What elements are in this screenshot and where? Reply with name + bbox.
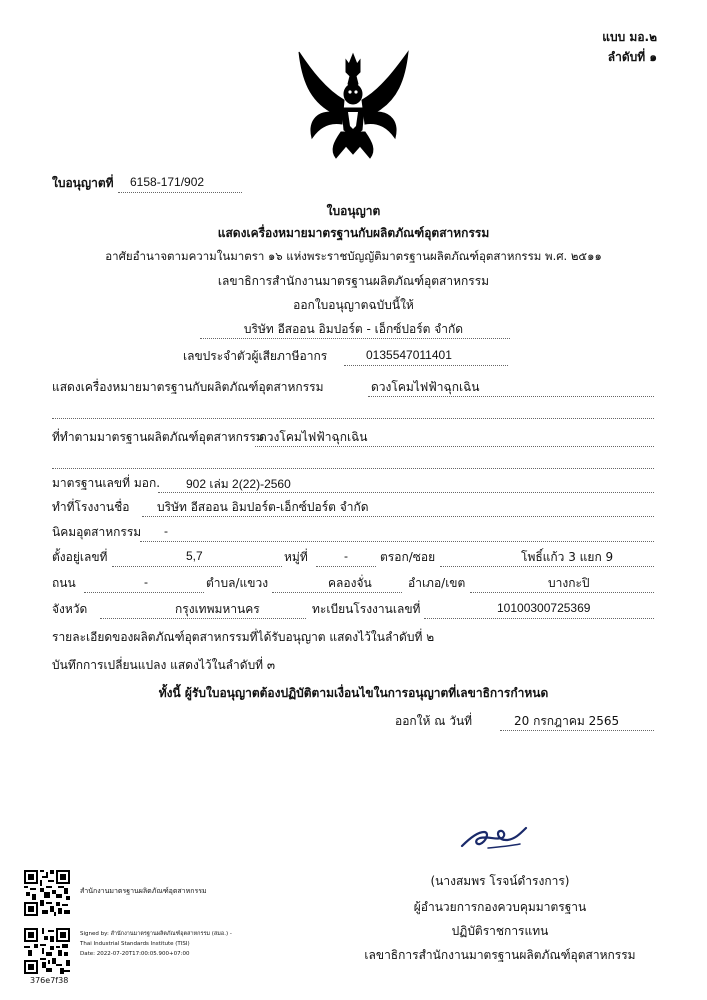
address-number-label: ตั้งอยู่เลขที่ [52,550,108,564]
subdistrict-label: ตำบล/แขวง [206,576,269,590]
license-condition: ทั้งนี้ ผู้รับใบอนุญาตต้องปฏิบัติตามเงื่อนไขในการอนุญาตที่เลขาธิการกำหนด [158,686,549,700]
industrial-estate-label: นิคมอุตสาหกรรม [52,525,142,539]
issue-statement: ออกใบอนุญาตฉบับนี้ให้ [293,298,414,312]
garuda-emblem-icon [296,50,411,160]
soi-value: โพธิ์แก้ว 3 แยก 9 [521,550,614,564]
product-standard-value: ดวงโคมไฟฟ้าฉุกเฉิน [259,430,368,444]
factory-name-label: ทำที่โรงงานชื่อ [52,500,130,514]
factory-registration-label: ทะเบียนโรงงานเลขที่ [312,602,421,616]
moo-label: หมู่ที่ [284,550,308,564]
province-value: กรุงเทพมหานคร [175,602,260,616]
signed-date-line: Date: 2022-07-20T17:00:05.900+07:00 [80,951,190,957]
road-label: ถนน [52,576,76,590]
digital-signature-qr-icon [24,928,70,974]
secretary-general-title: เลขาธิการสำนักงานมาตรฐานผลิตภัณฑ์อุตสาหกรรม [364,948,636,962]
tis-number-value: 902 เล่ม 2(22)-2560 [186,477,291,491]
secretary-title: เลขาธิการสำนักงานมาตรฐานผลิตภัณฑ์อุตสาหกรรม [217,274,490,288]
tax-id-value: 0135547011401 [366,348,452,362]
factory-name-value: บริษัท อีสออน อิมปอร์ต-เอ็กซ์ปอร์ต จำกัด [157,500,369,514]
qr-caption: สำนักงานมาตรฐานผลิตภัณฑ์อุตสาหกรรม [80,887,207,895]
standard-mark-label: แสดงเครื่องหมายมาตรฐานกับผลิตภัณฑ์อุตสาหกรรม [52,380,324,394]
company-name: บริษัท อีสออน อิมปอร์ต - เอ็กซ์ปอร์ต จำกัด [243,322,464,336]
order-number: ลำดับที่ ๑ [607,50,657,64]
license-number-value: 6158-171/902 [130,175,205,189]
license-number-label: ใบอนุญาตที่ [52,176,114,190]
signer-name: (นางสมพร โรจน์ดำรงการ) [430,874,570,888]
standard-mark-value: ดวงโคมไฟฟ้าฉุกเฉิน [371,380,480,394]
factory-registration-value: 10100300725369 [497,601,591,615]
province-label: จังหวัด [52,602,88,616]
tis-number-label: มาตรฐานเลขที่ มอก. [52,476,161,490]
signed-by-line: Signed by: สำนักงานมาตรฐานผลิตภัณฑ์อุตสาหกรรม (สมอ.) - [80,931,232,937]
acting-on-behalf: ปฏิบัติราชการแทน [451,924,549,938]
moo-value: - [344,549,348,563]
address-number-value: 5,7 [186,549,203,563]
signer-position: ผู้อำนวยการกองควบคุมมาตรฐาน [413,900,587,914]
form-code: แบบ มอ.๒ [602,30,657,44]
issue-date-label: ออกให้ ณ วันที่ [395,714,473,728]
signed-organization-line: Thai Industrial Standards Institute (TISI) [80,941,190,947]
product-standard-label: ที่ทำตามมาตรฐานผลิตภัณฑ์อุตสาหกรรม [52,430,264,444]
authority-statement: อาศัยอำนาจตามความในมาตรา ๑๖ แห่งพระราชบัญญัติมาตรฐานผลิตภัณฑ์อุตสาหกรรม พ.ศ. ๒๕๑๑ [105,249,602,263]
subdistrict-value: คลองจั่น [328,576,372,590]
industrial-estate-value: - [164,524,168,538]
district-value: บางกะปิ [548,576,590,590]
road-value: - [144,575,148,589]
qr-code-icon [24,870,70,916]
district-label: อำเภอ/เขต [408,576,466,590]
signature [458,818,530,854]
change-log-note: บันทึกการเปลี่ยนแปลง แสดงไว้ในลำดับที่ ๓ [52,658,276,672]
product-details-note: รายละเอียดของผลิตภัณฑ์อุตสาหกรรมที่ได้รับอนุญาต แสดงไว้ในลำดับที่ ๒ [52,630,435,644]
issue-date-value: 20 กรกฎาคม 2565 [514,714,620,728]
tax-id-label: เลขประจำตัวผู้เสียภาษีอากร [183,349,328,363]
certificate-subtitle: แสดงเครื่องหมายมาตรฐานกับผลิตภัณฑ์อุตสาหกรรม [217,226,490,240]
certificate-title: ใบอนุญาต [326,204,381,218]
soi-label: ตรอก/ซอย [380,550,436,564]
qr-code-id: 376e7f38 [30,976,69,985]
